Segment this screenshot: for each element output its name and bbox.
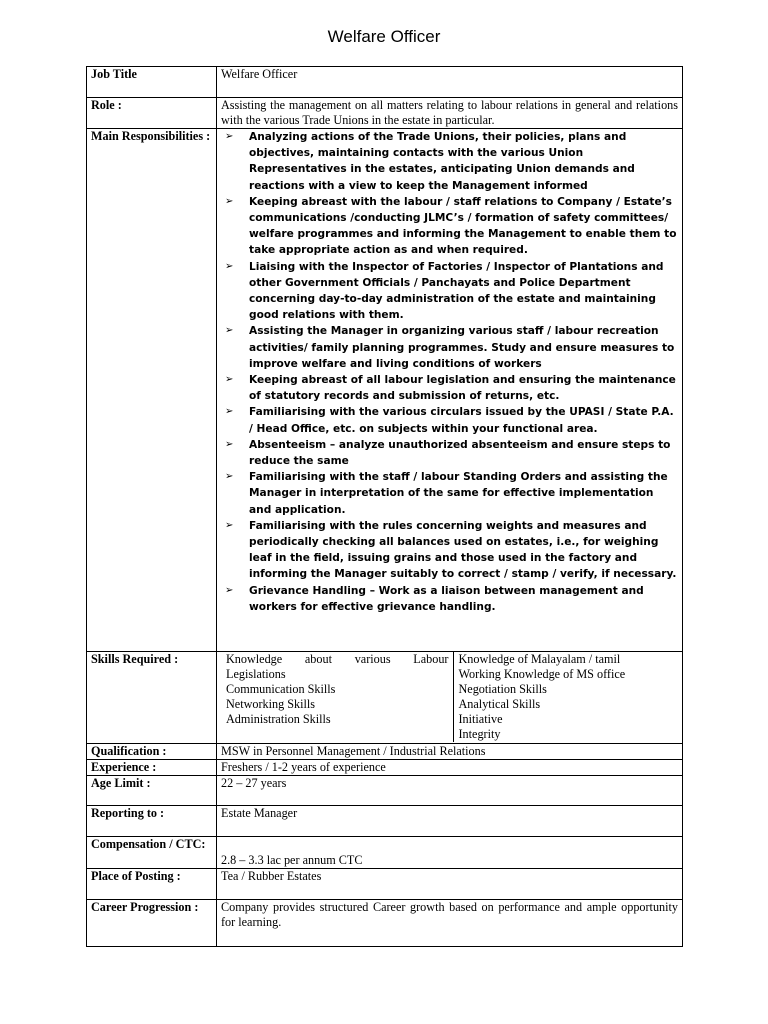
row-place-of-posting (87, 869, 683, 900)
responsibility-text: Familiarising with the various circulars issued by the UPASI / State P.A. / Head Office, etc. on subjects within your functional area. (249, 406, 674, 435)
responsibility-text: Keeping abreast with the labour / staff relations to Company / Estate’s communications /conducting JLMC’s / formation of safety committees/ welfare programmes and informing the Management to enable them to take appropriate action as and when required. (249, 195, 677, 257)
arrow-bullet-icon: ➢ (225, 325, 234, 337)
row-experience (87, 760, 683, 776)
responsibility-item (221, 583, 678, 615)
row-age-limit (87, 776, 683, 806)
skills-label: Skills Required : (87, 652, 217, 744)
skill-item: Integrity (458, 727, 501, 741)
responsibility-text: Grievance Handling – Work as a liaison between management and workers for effective grievance handling. (249, 584, 644, 613)
row-role (87, 98, 683, 129)
row-qualification (87, 744, 683, 760)
qualification-label: Qualification : (87, 744, 217, 760)
responsibility-item (221, 469, 678, 518)
arrow-bullet-icon: ➢ (225, 471, 234, 483)
responsibility-item (221, 259, 678, 324)
arrow-bullet-icon: ➢ (225, 519, 234, 531)
skill-item: Working Knowledge of MS office (458, 667, 626, 681)
skill-item: Administration Skills (226, 712, 331, 726)
responsibilities-cell (217, 129, 683, 652)
skill-item: Analytical Skills (458, 697, 541, 711)
arrow-bullet-icon: ➢ (225, 195, 234, 207)
responsibility-item (221, 129, 678, 194)
job-description-table (86, 66, 683, 947)
responsibility-item (221, 323, 678, 372)
responsibility-text: Keeping abreast of all labour legislation and ensuring the maintenance of statutory records and submission of returns, etc. (249, 374, 676, 403)
responsibility-text: Familiarising with the staff / labour Standing Orders and assisting the Manager in interpretation of the same for effective implementation and application. (249, 471, 668, 516)
skill-item: Knowledge of Malayalam / tamil (458, 652, 621, 666)
role-value: Assisting the management on all matters relating to labour relations in general and relations with the various Trade Unions in the estate in particular. (217, 98, 683, 129)
responsibility-text: Liaising with the Inspector of Factories / Inspector of Plantations and other Government Officials / Panchayats and Police Department concerning day-to-day administration of the estate and maintaining good relations with them. (249, 260, 664, 322)
age-limit-value: 22 – 27 years (217, 776, 683, 806)
career-label: Career Progression : (87, 900, 217, 947)
responsibility-item (221, 372, 678, 404)
place-of-posting-value: Tea / Rubber Estates (217, 869, 683, 900)
experience-value: Freshers / 1-2 years of experience (217, 760, 683, 776)
responsibility-text: Absenteeism – analyze unauthorized absenteeism and ensure steps to reduce the same (249, 438, 671, 468)
responsibility-item (221, 518, 678, 583)
responsibilities-list (221, 129, 678, 615)
skill-item: Initiative (458, 712, 503, 726)
arrow-bullet-icon: ➢ (225, 374, 234, 386)
row-career (87, 900, 683, 947)
compensation-cell (217, 837, 683, 869)
arrow-bullet-icon: ➢ (225, 260, 234, 272)
row-skills (87, 652, 683, 744)
responsibility-text: Familiarising with the rules concerning weights and measures and periodically checking all balances used on estates, i.e., for weighing leaf in the field, issuing grains and those used in the factory and informing the Manager suitably to correct / stamp / verify, if necessary. (249, 519, 677, 581)
reporting-to-label: Reporting to : (87, 806, 217, 837)
document-title: Welfare Officer (327, 27, 441, 46)
job-title-label: Job Title (87, 67, 217, 98)
skills-left-column (221, 652, 453, 742)
responsibilities-label: Main Responsibilities : (87, 129, 217, 652)
skill-item: Communication Skills (226, 682, 336, 696)
responsibility-item (221, 437, 678, 469)
row-compensation (87, 837, 683, 869)
reporting-to-value: Estate Manager (217, 806, 683, 837)
skill-item: Networking Skills (226, 697, 316, 711)
compensation-label: Compensation / CTC: (87, 837, 217, 869)
row-responsibilities (87, 129, 683, 652)
role-label: Role : (87, 98, 217, 129)
career-value: Company provides structured Career growth based on performance and ample opportunity for learning. (217, 900, 683, 947)
arrow-bullet-icon: ➢ (225, 584, 234, 596)
arrow-bullet-icon: ➢ (225, 438, 234, 450)
age-limit-label: Age Limit : (87, 776, 217, 806)
qualification-value: MSW in Personnel Management / Industrial Relations (217, 744, 683, 760)
experience-label: Experience : (87, 760, 217, 776)
skills-table (221, 652, 678, 742)
skill-item: Negotiation Skills (458, 682, 547, 696)
skills-cell (217, 652, 683, 744)
job-title-value: Welfare Officer (217, 67, 683, 98)
row-job-title (87, 67, 683, 98)
skills-right-column (453, 652, 678, 742)
place-of-posting-label: Place of Posting : (87, 869, 217, 900)
arrow-bullet-icon: ➢ (225, 406, 234, 418)
compensation-value: 2.8 – 3.3 lac per annum CTC (221, 853, 363, 867)
responsibility-text: Analyzing actions of the Trade Unions, their policies, plans and objectives, maintaining contacts with the various Union Representatives in the estates, anticipating Union demands and reactions with a view to keep the Management informed (249, 131, 635, 192)
skill-item: Knowledge about various Labour Legislations (226, 652, 449, 681)
responsibility-item (221, 404, 678, 436)
arrow-bullet-icon: ➢ (225, 131, 234, 142)
row-reporting-to (87, 806, 683, 837)
responsibility-item (221, 194, 678, 259)
responsibility-text: Assisting the Manager in organizing various staff / labour recreation activities/ family planning programmes. Study and ensure measures to improve welfare and living conditions of workers (249, 325, 675, 370)
